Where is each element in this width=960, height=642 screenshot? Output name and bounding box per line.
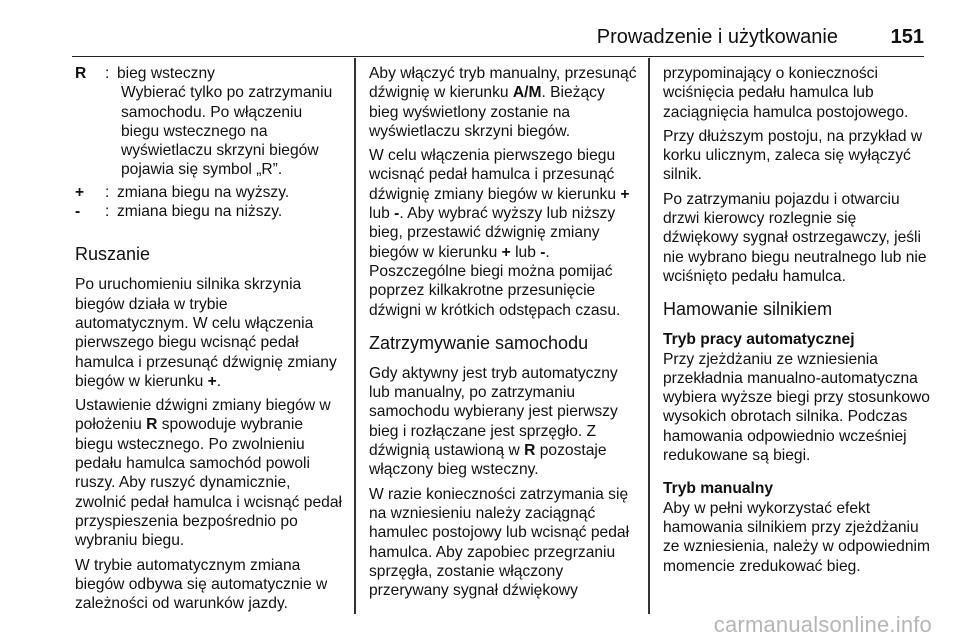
- header-title: Prowadzenie i użytkowanie: [596, 26, 838, 48]
- paragraph: Po zatrzymaniu pojazdu i otwarciu drzwi kierowcy rozlegnie się dźwiękowy sygnał ostrzegawczy, jeśli nie wybrano biegu neutralnego lub nie wciśnięto pedału hamulca.: [663, 190, 927, 285]
- definition-separator: :: [105, 65, 110, 82]
- subheading: Tryb manualny: [663, 480, 774, 498]
- paragraph: Gdy aktywny jest tryb automatyczny lub manualny, po zatrzymaniu samochodu wybierany jest pierwszy bieg i rozłączane jest sprzęgło. Z dźwignią ustawioną w R pozostaje włączony bieg wsteczny.: [369, 364, 618, 479]
- column-divider: [648, 58, 650, 614]
- subheading: Tryb pracy automatycznej: [663, 331, 855, 349]
- definition-separator: :: [105, 183, 110, 201]
- paragraph: przypominający o konieczności wciśnięcia pedału hamulca lub zaciągnięcia hamulca postojowego.: [663, 65, 909, 121]
- paragraph: W trybie automatycznym zmiana biegów odbywa się automatycznie w zależności od warunków jazdy.: [75, 556, 328, 613]
- paragraph: Poszczególne biegi można pomijać poprzez kilkakrotne przesunięcie dźwigni w krótkich odstępach czasu.: [369, 262, 621, 319]
- column-1: [75, 64, 343, 618]
- paragraph: Po uruchomieniu silnika skrzynia biegów działa w trybie automatycznym. W celu włączenia pierwszego biegu wcisnąć pedał hamulca i przesunąć dźwignię zmiany biegów w kierunku +.: [75, 276, 337, 390]
- paragraph: Przy dłuższym postoju, na przykład w korku ulicznym, zaleca się wyłączyć silnik.: [663, 127, 923, 184]
- paragraph: Aby w pełni wykorzystać efekt hamowania silnikiem przy zjeżdżaniu ze wzniesienia, należy w odpowiednim momencie zredukować bieg.: [663, 499, 930, 575]
- definition-minus: [75, 202, 343, 221]
- section-heading: Hamowanie silnikiem: [663, 299, 833, 320]
- section-heading: Ruszanie: [75, 244, 151, 265]
- definition-note: Wybierać tylko po zatrzymaniu samochodu. Po włączeniu biegu wstecznego na wyświetlaczu skrzyni biegów pojawia się symbol „R”.: [121, 84, 333, 179]
- column-divider: [354, 58, 356, 614]
- paragraph: Aby włączyć tryb manualny, przesunąć dźwignię w kierunku A/M. Bieżący bieg wyświetlony zostanie na wyświetlaczu skrzyni biegów.: [369, 65, 637, 140]
- column-3: [663, 64, 933, 581]
- section-heading: Zatrzymywanie samochodu: [369, 332, 589, 353]
- watermark: carmanualsonline.info: [713, 612, 932, 637]
- page-header: [72, 26, 924, 57]
- paragraph: W celu włączenia pierwszego biegu wcisnąć pedał hamulca i przesunąć dźwignię zmiany biegów w kierunku + lub -. Aby wybrać wyższy lub niższy bieg, przestawić dźwignię zmiany biegów w kierunku + lub -.: [369, 147, 630, 261]
- page-number: 151: [890, 26, 924, 48]
- definition-separator: :: [105, 203, 110, 221]
- definition-key: R: [75, 65, 87, 82]
- definition-text: zmiana biegu na wyższy.: [117, 183, 290, 201]
- definition-text: zmiana biegu na niższy.: [117, 203, 283, 221]
- column-2: [369, 64, 637, 605]
- definition-plus: [75, 183, 343, 202]
- definition-text: bieg wsteczny: [117, 65, 215, 82]
- paragraph: W razie konieczności zatrzymania się na wzniesieniu należy zaciągnąć hamulec postojowy lub wcisnąć pedał hamulca. Aby zapobiec przegrzaniu sprzęgła, zostanie włączony przerywany sygnał dźwiękowy: [369, 485, 630, 600]
- definition-r: [75, 64, 343, 83]
- definition-key: -: [75, 203, 81, 221]
- definition-key: +: [75, 183, 85, 201]
- paragraph: Przy zjeżdżaniu ze wzniesienia przekładnia manualno-automatyczna wybiera wyższe biegi przy stosunkowo wysokich obrotach silnika. Podczas hamowania odpowiednio wcześniej redukowane są biegi.: [663, 350, 930, 465]
- paragraph: Ustawienie dźwigni zmiany biegów w położeniu R spowoduje wybranie biegu wstecznego. Po zwolnieniu pedału hamulca samochód powoli ruszy. Aby ruszyć dynamicznie, zwolnić pedał hamulca i wcisnąć pedał przyspieszenia bezpośrednio po wybraniu biegu.: [75, 397, 342, 550]
